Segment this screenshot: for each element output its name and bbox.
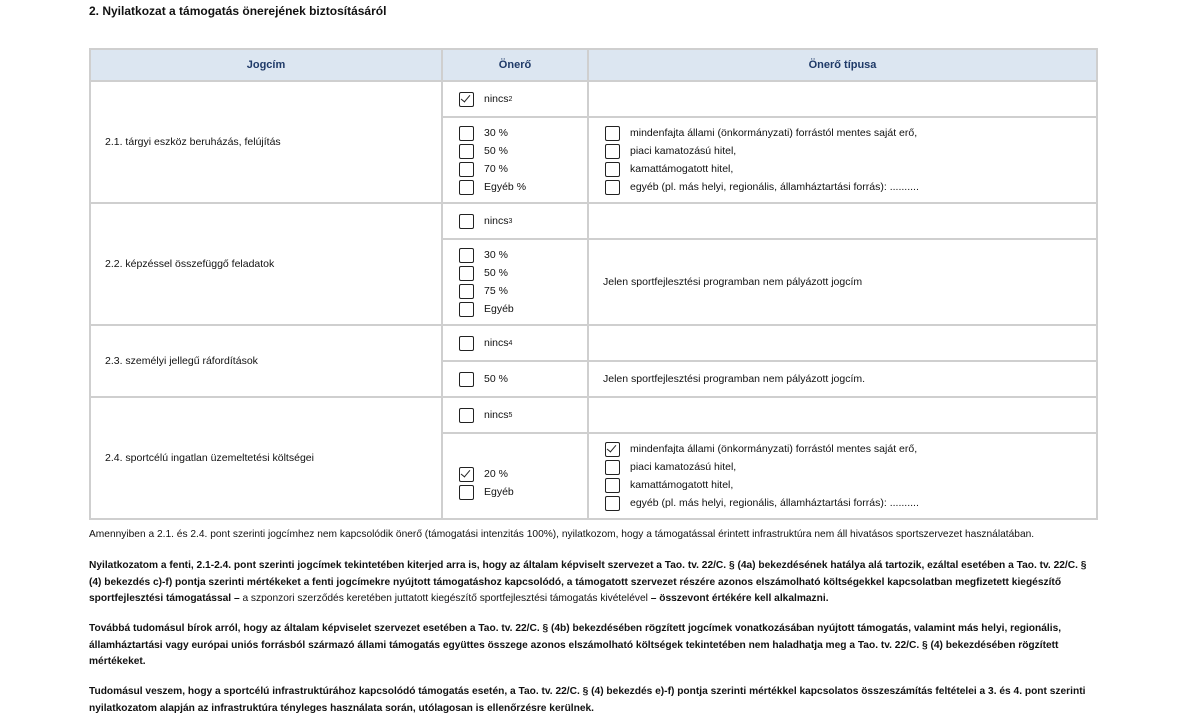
checkbox[interactable]: [459, 485, 474, 500]
checkbox[interactable]: [459, 336, 474, 351]
row-label: 2.1. tárgyi eszköz beruházás, felújítás: [90, 81, 442, 203]
not-applied-note: Jelen sportfejlesztési programban nem pályázott jogcím: [588, 239, 1097, 325]
type-option[interactable]: kamattámogatott hitel,: [605, 476, 1096, 494]
not-applied-note: Jelen sportfejlesztési programban nem pályázott jogcím.: [588, 361, 1097, 397]
option-50[interactable]: 50 %: [459, 370, 587, 388]
options-cell: [442, 239, 588, 325]
table-row: [90, 397, 1097, 433]
type-option[interactable]: egyéb (pl. más helyi, regionális, államháztartási forrás): ..........: [605, 178, 1096, 196]
empty-cell: [588, 81, 1097, 117]
option-egyeb[interactable]: Egyéb %: [459, 178, 587, 196]
section-title: 2. Nyilatkozat a támogatás önerejének biztosításáról: [89, 4, 387, 18]
option-75[interactable]: 75 %: [459, 282, 587, 300]
checkbox[interactable]: [459, 266, 474, 281]
header-oneru: Önerő: [442, 49, 588, 81]
checkbox[interactable]: [605, 478, 620, 493]
types-cell: [588, 433, 1097, 519]
header-jogcim: Jogcím: [90, 49, 442, 81]
options-cell: [442, 361, 588, 397]
type-option[interactable]: piaci kamatozású hitel,: [605, 142, 1096, 160]
options-cell: [442, 117, 588, 203]
type-option[interactable]: piaci kamatozású hitel,: [605, 458, 1096, 476]
option-70[interactable]: 70 %: [459, 160, 587, 178]
checkbox[interactable]: [459, 302, 474, 317]
checkbox[interactable]: [605, 126, 620, 141]
option-egyeb[interactable]: Egyéb: [459, 483, 587, 501]
checkbox[interactable]: [459, 372, 474, 387]
empty-cell: [588, 325, 1097, 361]
type-option[interactable]: mindenfajta állami (önkormányzati) forrástól mentes saját erő,: [605, 440, 1096, 458]
row-label: 2.2. képzéssel összefüggő feladatok: [90, 203, 442, 325]
empty-cell: [588, 397, 1097, 433]
checkbox[interactable]: [459, 162, 474, 177]
checkbox[interactable]: [605, 460, 620, 475]
table-row: [90, 81, 1097, 117]
checkbox[interactable]: [605, 162, 620, 177]
option-nincs[interactable]: nincs 3: [459, 212, 587, 230]
checkbox[interactable]: [605, 144, 620, 159]
type-option[interactable]: egyéb (pl. más helyi, regionális, államháztartási forrás): ..........: [605, 494, 1096, 512]
empty-cell: [588, 203, 1097, 239]
option-50[interactable]: 50 %: [459, 142, 587, 160]
table-row: [90, 203, 1097, 239]
row-label: 2.3. személyi jellegű ráfordítások: [90, 325, 442, 397]
row-label: 2.4. sportcélú ingatlan üzemeltetési költségei: [90, 397, 442, 519]
checkbox-checked[interactable]: [459, 467, 474, 482]
table-header-row: [90, 49, 1097, 81]
header-oneru-tipusa: Önerő típusa: [588, 49, 1097, 81]
option-30[interactable]: 30 %: [459, 246, 587, 264]
paragraph-declaration: Nyilatkozatom a fenti, 2.1-2.4. pont szerinti jogcímek tekintetében kiterjed arra is, hogy az általam képviselt szervezet a Tao. tv. 22/C. § (4a) bekezdésének hatálya alá tartozik, ezáltal esetében a Tao. tv. 22/C. § (4) bekezdés c)-f) pontja szerinti mértékeket a fenti jogcímekre nyújtott támogatáshoz kapcsolódó, a támogatott szervezet részére azonos elszámolható költségekkel kapcsolatban megfizetett kiegészítő sportfejlesztési támogatással – a szponzori szerződés keretében juttatott kiegészítő sportfejlesztési támogatás kivételével – összevont értékére kell alkalmazni.: [89, 560, 1087, 604]
option-20[interactable]: 20 %: [459, 465, 587, 483]
option-nincs[interactable]: nincs 5: [459, 406, 587, 424]
checkbox[interactable]: [459, 408, 474, 423]
table-row: [90, 325, 1097, 361]
checkbox[interactable]: [605, 496, 620, 511]
nincs-cell: [442, 325, 588, 361]
option-nincs[interactable]: nincs 2: [459, 90, 587, 108]
nincs-cell: [442, 203, 588, 239]
types-cell: [588, 117, 1097, 203]
checkbox[interactable]: [459, 248, 474, 263]
nincs-cell: [442, 397, 588, 433]
type-option[interactable]: mindenfajta állami (önkormányzati) forrástól mentes saját erő,: [605, 124, 1096, 142]
option-50[interactable]: 50 %: [459, 264, 587, 282]
checkbox[interactable]: [459, 284, 474, 299]
paragraph-intensity-note: Amennyiben a 2.1. és 2.4. pont szerinti jogcímhez nem kapcsolódik önerő (támogatási intenzitás 100%), nyilatkozom, hogy a támogatással érintett infrastruktúra nem áll hivatásos sportszervezet használatában.: [89, 529, 1035, 540]
checkbox[interactable]: [459, 214, 474, 229]
checkbox[interactable]: [459, 180, 474, 195]
checkbox[interactable]: [605, 180, 620, 195]
paragraph-acknowledgement: Továbbá tudomásul bírok arról, hogy az általam képviselet szervezet esetében a Tao. tv. 22/C. § (4b) bekezdésében rögzített jogcímek vonatkozásában nyújtott támogatás, valamint más helyi, regionális, államháztartási vagy európai uniós forrásból származó állami támogatás együttes összege azonos elszámolható költségek tekintetében nem haladhatja meg a Tao. tv. 22/C. § (4) bekezdésében rögzített mértékeket.: [89, 623, 1062, 667]
option-30[interactable]: 30 %: [459, 124, 587, 142]
checkbox-checked[interactable]: [605, 442, 620, 457]
option-nincs[interactable]: nincs 4: [459, 334, 587, 352]
checkbox-checked[interactable]: [459, 92, 474, 107]
checkbox[interactable]: [459, 126, 474, 141]
declaration-table: [89, 48, 1098, 520]
option-egyeb[interactable]: Egyéb: [459, 300, 587, 318]
type-option[interactable]: kamattámogatott hitel,: [605, 160, 1096, 178]
nincs-cell: [442, 81, 588, 117]
checkbox[interactable]: [459, 144, 474, 159]
options-cell: [442, 433, 588, 519]
paragraph-verification: Tudomásul veszem, hogy a sportcélú infrastruktúrához kapcsolódó támogatás esetén, a Tao. tv. 22/C. § (4) bekezdés e)-f) pontja szerinti mértékkel kapcsolatos összeszámítás feltételei a 3. és 4. pont szerinti nyilatkozatom alapján az infrastruktúra tényleges használata során, utólagosan is ellenőrzésre kerülnek.: [89, 686, 1086, 714]
